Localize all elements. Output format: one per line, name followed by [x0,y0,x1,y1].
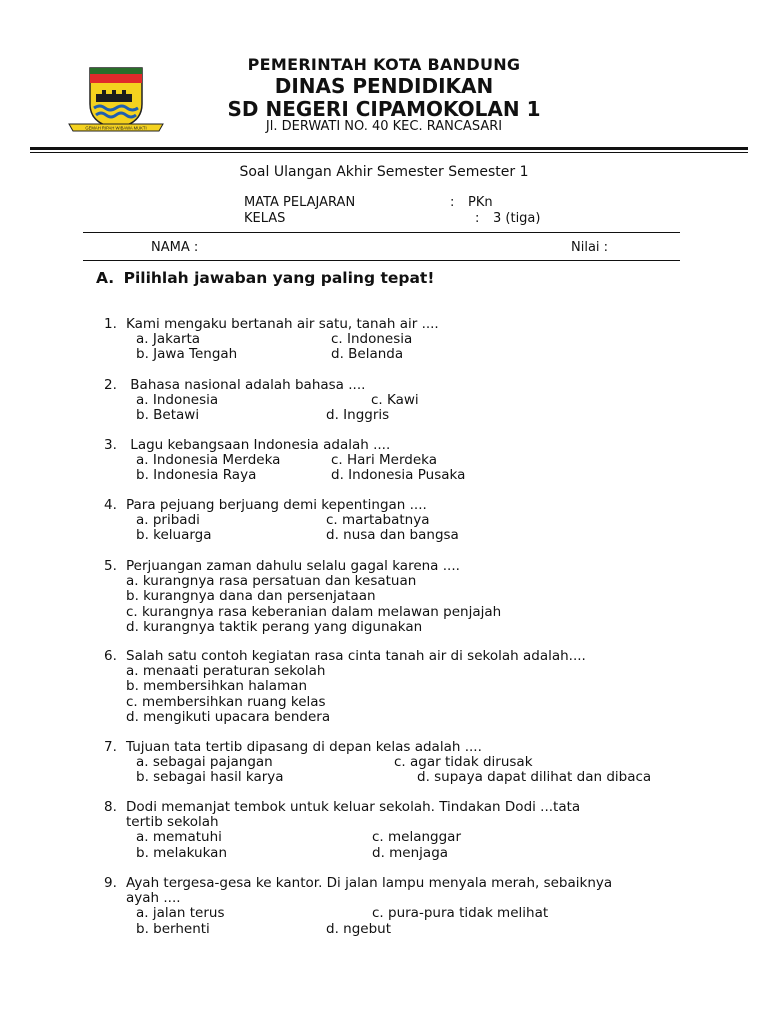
answer-option-a: a. Indonesia Merdeka [136,452,281,469]
answer-option-a: a. pribadi [136,512,200,529]
answer-option-d: d. ngebut [326,920,392,937]
answer-option-c: c. melanggar [372,829,462,846]
answer-option-c: c. Hari Merdeka [331,452,438,469]
answer-option-c: c. Indonesia [331,331,413,348]
answer-option-b: b. Indonesia Raya [136,467,257,484]
header-divider-thin [30,152,748,153]
answer-option-b: b. Betawi [136,407,200,424]
answer-option-d: d. menjaga [372,844,449,861]
class-value: 3 (tiga) [493,211,541,226]
question-stem: Lagu kebangsaan Indonesia adalah .... [126,437,391,453]
question-stem: Ayah tergesa-gesa ke kantor. Di jalan lampu menyala merah, sebaiknya [126,875,613,891]
answer-option-a: a. kurangnya rasa persatuan dan kesatuan [126,573,417,590]
school-address: Jl. DERWATI NO. 40 KEC. RANCASARI [265,119,503,134]
class-label: KELAS [244,211,286,226]
question-number: 4. [104,497,117,513]
question-number: 8. [104,799,117,815]
question-number: 1. [104,316,117,332]
subject-separator: : [450,195,455,210]
answer-option-d: d. Belanda [331,346,404,363]
government-heading: PEMERINTAH KOTA BANDUNG [247,55,521,74]
answer-option-c: c. martabatnya [326,512,430,529]
answer-option-a: a. mematuhi [136,829,222,846]
question-stem: Salah satu contoh kegiatan rasa cinta tanah air di sekolah adalah.... [126,648,586,664]
answer-option-a: a. jalan terus [136,905,225,922]
answer-option-d: d. nusa dan bangsa [326,527,459,544]
name-row-bottom-rule [83,260,680,261]
question-number: 7. [104,739,117,755]
answer-option-b: b. membersihkan halaman [126,678,308,695]
answer-option-d: d. Indonesia Pusaka [331,467,466,484]
answer-option-d: d. mengikuti upacara bendera [126,708,331,725]
question-number: 2. [104,377,117,393]
answer-option-b: b. melakukan [136,844,227,861]
school-heading: SD NEGERI CIPAMOKOLAN 1 [227,97,541,121]
question-number: 9. [104,875,117,891]
section-marker: A. [96,269,115,287]
answer-option-d: d. Inggris [326,407,390,424]
answer-option-c: c. pura-pura tidak melihat [372,905,549,922]
answer-option-b: b. Jawa Tengah [136,346,238,363]
subject-label: MATA PELAJARAN [244,195,356,210]
exam-title: Soal Ulangan Akhir Semester Semester 1 [239,164,529,180]
question-stem: ayah .... [126,890,181,907]
answer-option-d: d. supaya dapat dilihat dan dibaca [417,769,652,786]
answer-option-c: c. kurangnya rasa keberanian dalam melawan penjajah [126,603,502,620]
section-title: Pilihlah jawaban yang paling tepat! [123,269,435,287]
header-divider-thick [30,147,748,150]
question-stem: Kami mengaku bertanah air satu, tanah air .... [126,316,439,332]
question-number: 3. [104,437,117,453]
answer-option-a: a. Jakarta [136,331,201,348]
question-stem: Tujuan tata tertib dipasang di depan kelas adalah .... [126,739,482,755]
answer-option-a: a. Indonesia [136,392,219,409]
answer-option-c: c. membersihkan ruang kelas [126,693,326,710]
question-stem: Dodi memanjat tembok untuk keluar sekolah. Tindakan Dodi ...tata [126,799,581,815]
name-label: NAMA : [151,240,199,255]
answer-option-a: a. sebagai pajangan [136,754,273,771]
answer-option-c: c. Kawi [371,392,419,409]
answer-option-b: b. keluarga [136,527,212,544]
answer-option-b: b. kurangnya dana dan persenjataan [126,588,376,605]
score-label: Nilai : [571,240,609,255]
logo-motto-text: GEMAH RIPAH WIBAWA MUKTI [85,125,147,131]
subject-value: PKn [468,195,493,210]
question-stem: tertib sekolah [126,814,219,831]
answer-option-b: b. sebagai hasil karya [136,769,284,786]
question-stem: Para pejuang berjuang demi kepentingan .... [126,497,427,513]
section-heading [96,269,434,287]
question-number: 5. [104,558,117,574]
answer-option-a: a. menaati peraturan sekolah [126,663,326,680]
class-separator: : [475,211,480,226]
question-stem: Perjuangan zaman dahulu selalu gagal karena .... [126,558,460,574]
answer-option-c: c. agar tidak dirusak [394,754,533,771]
answer-option-b: b. berhenti [136,920,210,937]
answer-option-d: d. kurangnya taktik perang yang digunakan [126,618,423,635]
question-stem: Bahasa nasional adalah bahasa .... [126,377,366,393]
question-number: 6. [104,648,117,664]
name-row-top-rule [83,232,680,233]
department-heading: DINAS PENDIDIKAN [274,74,494,98]
